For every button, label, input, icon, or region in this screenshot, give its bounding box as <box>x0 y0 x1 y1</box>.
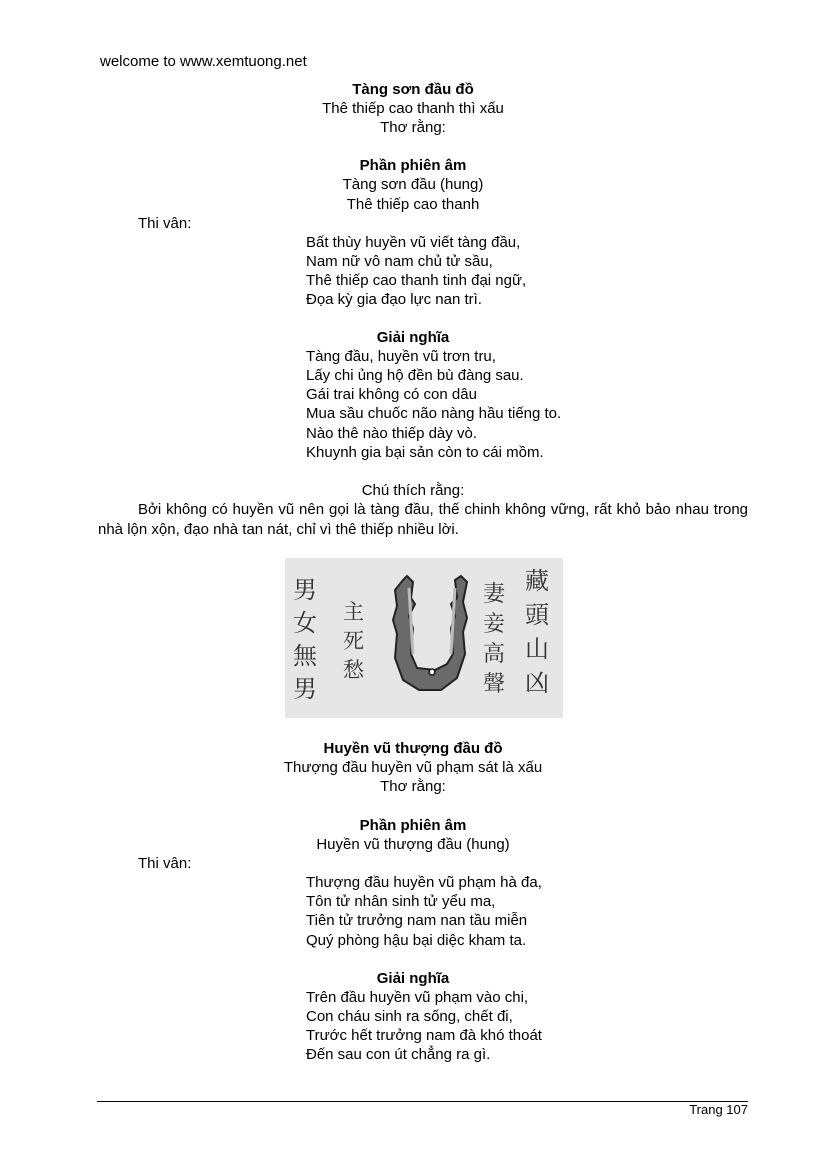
section2-phien-am-title: Phần phiên âm <box>359 817 467 834</box>
section2-title: Huyền vũ thượng đầu đồ <box>323 740 503 757</box>
section1-verse-line: Đọa kỳ gia đạo lực nan trì. <box>306 291 482 308</box>
section1-giai-nghia-title: Giải nghĩa <box>376 329 450 346</box>
feng-shui-illustration <box>285 558 563 718</box>
section1-chu-thich-paragraph: Bởi không có huyền vũ nên gọi là tàng đầu, thế chinh không vững, rất khỏ bảo nhau trong nhà lộn xộn, đạo nhà tan nát, chỉ vì thê thiếp nhiều lời. <box>98 501 748 538</box>
section1-verse-line: Bất thùy huyền vũ viết tàng đầu, <box>306 234 521 251</box>
section1-verse-line: Thê thiếp cao thanh tinh đại ngữ, <box>306 272 527 289</box>
figure-text-column: 妻妾高聲 <box>483 582 506 697</box>
page-number: Trang 107 <box>689 1102 748 1117</box>
section1-giai-nghia-line: Khuynh gia bại sản còn to cái mồm. <box>306 444 544 461</box>
figure-text-column: 男女無男 <box>293 576 317 703</box>
section1-poem-intro: Thơ rằng: <box>380 119 446 136</box>
section2-giai-nghia-line: Đến sau con út chẳng ra gì. <box>306 1046 491 1063</box>
section2-verse-line: Tiên tử trưởng nam nan tầu miễn <box>306 912 528 929</box>
site-header: welcome to www.xemtuong.net <box>100 53 307 70</box>
section1-giai-nghia-line: Nào thê nào thiếp dày vò. <box>306 425 477 442</box>
section2-verse-line: Thượng đầu huyền vũ phạm hà đa, <box>306 874 542 891</box>
section1-verse-line: Nam nữ vô nam chủ tử sầu, <box>306 253 493 270</box>
figure-text-column: 藏頭山凶 <box>525 567 549 697</box>
section1-giai-nghia-line: Tàng đầu, huyền vũ trơn tru, <box>306 348 496 365</box>
section1-giai-nghia-line: Gái trai không có con dâu <box>306 386 477 403</box>
section2-poem-intro: Thơ rằng: <box>380 778 446 795</box>
section1-phien-am-title: Phần phiên âm <box>359 157 467 174</box>
section1-phien-am-line: Thê thiếp cao thanh <box>346 196 480 213</box>
section1-chu-thich-title: Chú thích rằng: <box>361 482 465 499</box>
section1-subtitle: Thê thiếp cao thanh thì xấu <box>322 100 504 117</box>
section2-thi-van: Thi vân: <box>138 855 192 872</box>
section1-phien-am-line: Tàng sơn đầu (hung) <box>342 176 484 193</box>
section1-thi-van: Thi vân: <box>138 215 192 232</box>
section1-title: Tàng sơn đầu đồ <box>352 81 474 98</box>
section2-subtitle: Thượng đầu huyền vũ phạm sát là xấu <box>283 759 543 776</box>
section2-giai-nghia-line: Con cháu sinh ra sống, chết đi, <box>306 1008 513 1025</box>
mountain-diagram-icon <box>285 558 563 718</box>
section2-giai-nghia-line: Trước hết trưởng nam đà khó thoát <box>306 1027 542 1044</box>
figure-text-column: 主死愁 <box>343 600 364 682</box>
footer-divider <box>97 1101 748 1102</box>
section2-giai-nghia-line: Trên đầu huyền vũ phạm vào chi, <box>306 989 529 1006</box>
section2-giai-nghia-title: Giải nghĩa <box>376 970 450 987</box>
section1-giai-nghia-line: Mua sầu chuốc não nàng hầu tiếng to. <box>306 405 562 422</box>
section1-giai-nghia-line: Lấy chi ủng hộ đền bù đàng sau. <box>306 367 524 384</box>
section2-verse-line: Tôn tử nhân sinh tử yểu ma, <box>306 893 496 910</box>
section2-phien-am-line: Huyền vũ thượng đầu (hung) <box>316 836 510 853</box>
section2-verse-line: Quý phòng hậu bại diệc kham ta. <box>306 932 527 949</box>
